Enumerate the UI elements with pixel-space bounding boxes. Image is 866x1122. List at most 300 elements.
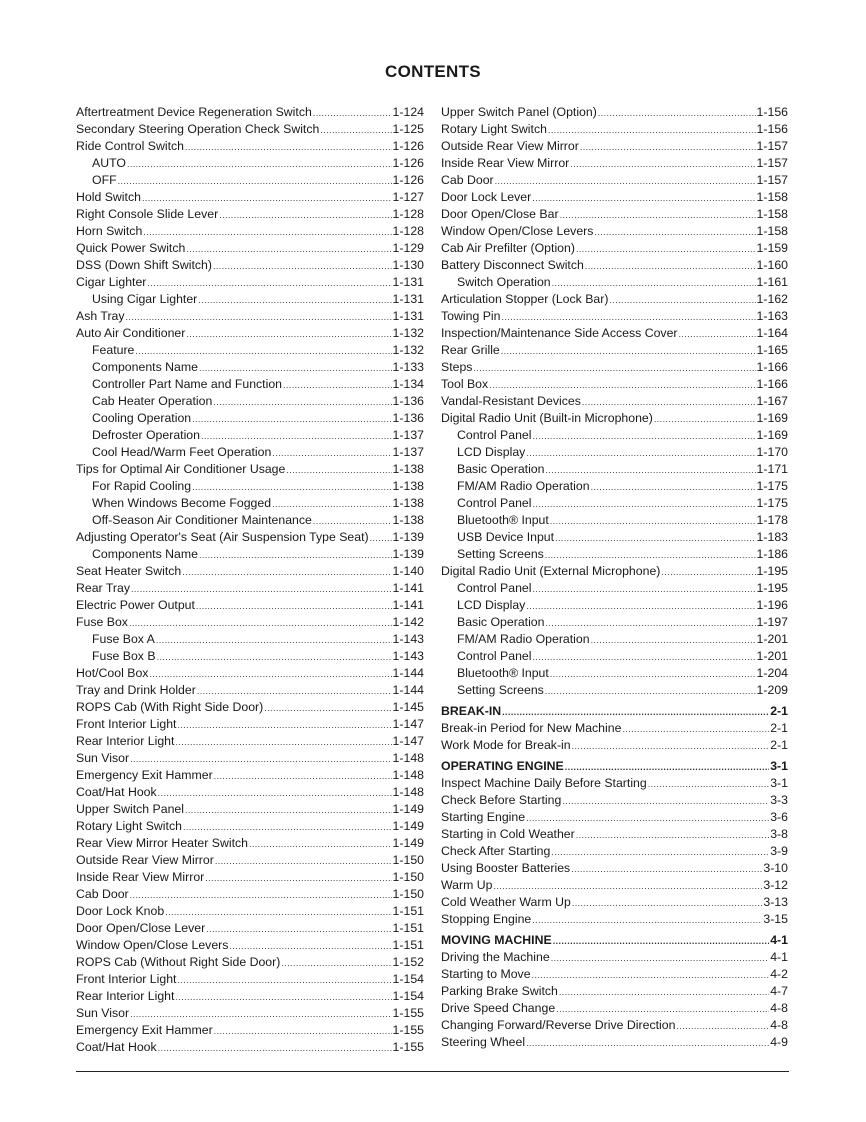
toc-entry-label: Starting to Move <box>441 967 531 981</box>
toc-entry[interactable] <box>76 121 424 138</box>
toc-page-number: 1-150 <box>392 887 424 901</box>
toc-page-number: 1-158 <box>756 207 788 221</box>
toc-entry[interactable] <box>441 240 788 257</box>
toc-entry-label: Driving the Machine <box>441 950 550 964</box>
toc-page-number: 1-151 <box>392 904 424 918</box>
toc-entry[interactable] <box>441 155 788 172</box>
toc-leader-dots <box>215 853 392 870</box>
toc-page-number: 3-10 <box>763 861 788 875</box>
toc-entry[interactable] <box>441 529 788 546</box>
toc-entry-label: Bluetooth® Input <box>457 513 549 527</box>
toc-leader-dots <box>570 156 755 173</box>
toc-entry[interactable] <box>441 682 788 699</box>
toc-entry[interactable] <box>441 138 788 155</box>
toc-entry-label: Right Console Slide Lever <box>76 207 219 221</box>
toc-page-number: 1-150 <box>392 853 424 867</box>
toc-entry[interactable] <box>76 291 424 308</box>
toc-entry-label: Ride Control Switch <box>76 139 184 153</box>
toc-entry[interactable] <box>76 240 424 257</box>
toc-entry-label: Rear Interior Light <box>76 989 175 1003</box>
toc-entry[interactable] <box>76 546 424 563</box>
toc-entry[interactable] <box>441 860 788 877</box>
toc-leader-dots <box>562 793 769 810</box>
toc-entry-label: Vandal-Resistant Devices <box>441 394 581 408</box>
toc-entry[interactable] <box>441 342 788 359</box>
toc-page-number: 1-175 <box>756 496 788 510</box>
toc-leader-dots <box>177 717 391 734</box>
toc-entry-label: Door Lock Knob <box>76 904 165 918</box>
toc-entry[interactable] <box>76 580 424 597</box>
toc-entry[interactable] <box>76 716 424 733</box>
toc-entry[interactable] <box>76 359 424 376</box>
toc-entry[interactable] <box>76 376 424 393</box>
toc-entry-label: Inspect Machine Daily Before Starting <box>441 776 647 790</box>
toc-entry[interactable] <box>76 971 424 988</box>
toc-entry[interactable] <box>441 257 788 274</box>
toc-entry[interactable] <box>441 1000 788 1017</box>
toc-leader-dots <box>533 649 756 666</box>
toc-entry-label: Rear Grille <box>441 343 500 357</box>
toc-entry[interactable] <box>76 886 424 903</box>
toc-entry[interactable] <box>441 427 788 444</box>
toc-entry[interactable] <box>441 911 788 928</box>
toc-entry[interactable] <box>441 614 788 631</box>
toc-leader-dots <box>526 810 769 827</box>
toc-leader-dots <box>158 785 392 802</box>
toc-page-number: 3-9 <box>770 844 788 858</box>
toc-entry[interactable] <box>441 274 788 291</box>
toc-entry[interactable] <box>76 529 424 546</box>
toc-leader-dots <box>192 411 391 428</box>
toc-entry[interactable] <box>441 512 788 529</box>
toc-entry-label: Setting Screens <box>457 547 544 561</box>
toc-entry[interactable] <box>441 665 788 682</box>
toc-leader-dots <box>283 377 392 394</box>
toc-entry-label: Cab Heater Operation <box>92 394 213 408</box>
toc-leader-dots <box>143 224 391 241</box>
toc-entry[interactable] <box>76 206 424 223</box>
toc-entry[interactable] <box>76 665 424 682</box>
toc-page-number: 1-147 <box>392 717 424 731</box>
toc-entry-label: Switch Operation <box>457 275 551 289</box>
toc-entry[interactable] <box>441 189 788 206</box>
toc-entry[interactable] <box>76 308 424 325</box>
toc-leader-dots <box>142 190 392 207</box>
toc-leader-dots <box>185 139 392 156</box>
toc-entry[interactable] <box>76 937 424 954</box>
toc-entry[interactable] <box>76 172 424 189</box>
toc-entry[interactable] <box>76 495 424 512</box>
toc-entry-label: Fuse Box <box>76 615 128 629</box>
toc-entry-label: Rotary Light Switch <box>76 819 182 833</box>
toc-entry[interactable] <box>441 894 788 911</box>
toc-entry-label: Sun Visor <box>76 751 130 765</box>
toc-entry-label: Control Panel <box>457 581 532 595</box>
toc-entry[interactable] <box>76 597 424 614</box>
toc-leader-dots <box>532 967 770 984</box>
toc-entry[interactable] <box>441 843 788 860</box>
toc-entry-label: Sun Visor <box>76 1006 130 1020</box>
toc-leader-dots <box>572 738 770 755</box>
toc-entry-label: LCD Display <box>457 598 526 612</box>
toc-entry[interactable] <box>441 597 788 614</box>
toc-leader-dots <box>165 904 391 921</box>
toc-entry[interactable] <box>76 954 424 971</box>
toc-entry[interactable] <box>441 877 788 894</box>
toc-page-number: 1-158 <box>756 190 788 204</box>
toc-page-number: 1-126 <box>392 156 424 170</box>
toc-leader-dots <box>185 802 392 819</box>
toc-page-number: 1-126 <box>392 173 424 187</box>
toc-entry[interactable] <box>441 325 788 342</box>
toc-entry-label: Rear Interior Light <box>76 734 175 748</box>
toc-entry-label: Using Cigar Lighter <box>92 292 198 306</box>
toc-page-number: 1-131 <box>392 309 424 323</box>
toc-leader-dots <box>186 241 391 258</box>
toc-leader-dots <box>545 683 756 700</box>
toc-entry-label: Electric Power Output <box>76 598 195 612</box>
toc-entry[interactable] <box>76 444 424 461</box>
toc-leader-dots <box>214 768 392 785</box>
toc-leader-dots <box>197 683 392 700</box>
toc-page-number: 1-157 <box>756 156 788 170</box>
toc-entry[interactable] <box>441 966 788 983</box>
toc-entry[interactable] <box>76 512 424 529</box>
toc-page-number: 1-131 <box>392 275 424 289</box>
toc-entry-label: Towing Pin <box>441 309 501 323</box>
toc-entry-label: Cold Weather Warm Up <box>441 895 571 909</box>
toc-leader-dots <box>313 513 392 530</box>
toc-page-number: 1-209 <box>756 683 788 697</box>
toc-entry[interactable] <box>76 750 424 767</box>
toc-entry[interactable] <box>76 410 424 427</box>
toc-leader-dots <box>199 360 392 377</box>
toc-entry[interactable] <box>76 648 424 665</box>
toc-leader-dots <box>206 921 391 938</box>
toc-page-number: 1-139 <box>392 547 424 561</box>
toc-entry[interactable] <box>441 983 788 1000</box>
toc-entry[interactable] <box>441 172 788 189</box>
toc-leader-dots <box>533 428 756 445</box>
toc-page-number: 1-141 <box>392 598 424 612</box>
toc-entry-label: OFF <box>92 173 117 187</box>
toc-leader-dots <box>550 666 756 683</box>
toc-entry[interactable] <box>441 546 788 563</box>
toc-entry-label: OPERATING ENGINE <box>441 759 564 773</box>
toc-entry[interactable] <box>76 274 424 291</box>
toc-leader-dots <box>127 156 392 173</box>
toc-page-number: 1-163 <box>756 309 788 323</box>
toc-entry[interactable] <box>76 1022 424 1039</box>
toc-entry[interactable] <box>441 376 788 393</box>
toc-entry-label: Horn Switch <box>76 224 143 238</box>
toc-entry-label: Inspection/Maintenance Side Access Cover <box>441 326 678 340</box>
toc-section-heading[interactable] <box>441 758 788 775</box>
toc-page-number: 1-157 <box>756 173 788 187</box>
toc-entry[interactable] <box>76 325 424 342</box>
toc-page-number: 2-1 <box>770 721 788 735</box>
toc-entry-label: Adjusting Operator's Seat (Air Suspension Type Seat) <box>76 530 369 544</box>
toc-entry-label: MOVING MACHINE <box>441 933 552 947</box>
toc-section-heading[interactable] <box>441 703 788 720</box>
toc-leader-dots <box>156 632 392 649</box>
toc-page-number: 1-155 <box>392 1023 424 1037</box>
toc-entry[interactable] <box>441 121 788 138</box>
toc-entry-label: Rotary Light Switch <box>441 122 547 136</box>
toc-page-number: 1-141 <box>392 581 424 595</box>
toc-leader-dots <box>501 309 755 326</box>
toc-entry[interactable] <box>76 869 424 886</box>
toc-entry[interactable] <box>76 733 424 750</box>
toc-page-number: 2-1 <box>770 704 788 718</box>
toc-entry[interactable] <box>76 818 424 835</box>
toc-leader-dots <box>130 1006 391 1023</box>
toc-leader-dots <box>648 776 769 793</box>
toc-entry[interactable] <box>76 427 424 444</box>
toc-entry-label: Starting in Cold Weather <box>441 827 575 841</box>
toc-leader-dots <box>501 343 756 360</box>
toc-page-number: 1-156 <box>756 122 788 136</box>
toc-page-number: 1-148 <box>392 751 424 765</box>
toc-page-number: 1-171 <box>756 462 788 476</box>
toc-entry[interactable] <box>76 767 424 784</box>
toc-entry[interactable] <box>76 988 424 1005</box>
toc-entry[interactable] <box>76 478 424 495</box>
toc-leader-dots <box>205 870 391 887</box>
toc-page-number: 1-165 <box>756 343 788 357</box>
toc-page-number: 1-170 <box>756 445 788 459</box>
toc-leader-dots <box>286 462 391 479</box>
toc-entry[interactable] <box>441 580 788 597</box>
toc-entry-label: Components Name <box>92 360 198 374</box>
toc-page-number: 1-155 <box>392 1006 424 1020</box>
toc-entry[interactable] <box>76 1005 424 1022</box>
toc-page-number: 1-149 <box>392 802 424 816</box>
toc-leader-dots <box>126 309 392 326</box>
toc-leader-dots <box>313 105 392 122</box>
toc-page-number: 4-2 <box>770 967 788 981</box>
toc-leader-dots <box>219 207 391 224</box>
toc-entry[interactable] <box>76 614 424 631</box>
toc-leader-dots <box>532 912 762 929</box>
toc-entry[interactable] <box>441 359 788 376</box>
toc-leader-dots <box>550 513 756 530</box>
toc-entry[interactable] <box>76 1039 424 1056</box>
toc-page-number: 3-1 <box>770 759 788 773</box>
toc-leader-dots <box>565 759 769 776</box>
toc-page-number: 4-9 <box>770 1035 788 1049</box>
toc-leader-dots <box>130 887 392 904</box>
toc-leader-dots <box>182 564 391 581</box>
footer-rule <box>76 1071 789 1072</box>
toc-entry[interactable] <box>441 478 788 495</box>
toc-entry-label: BREAK-IN <box>441 704 502 718</box>
toc-entry-label: FM/AM Radio Operation <box>457 479 590 493</box>
toc-entry-label: Hot/Cool Box <box>76 666 149 680</box>
toc-leader-dots <box>622 721 769 738</box>
toc-entry[interactable] <box>441 563 788 580</box>
toc-page-number: 1-130 <box>392 258 424 272</box>
toc-page-number: 1-149 <box>392 836 424 850</box>
toc-page-number: 1-204 <box>756 666 788 680</box>
toc-leader-dots <box>281 955 391 972</box>
toc-page-number: 1-136 <box>392 411 424 425</box>
toc-page-number: 1-143 <box>392 632 424 646</box>
toc-entry[interactable] <box>76 393 424 410</box>
toc-page-number: 1-186 <box>756 547 788 561</box>
toc-leader-dots <box>576 827 769 844</box>
toc-entry[interactable] <box>76 461 424 478</box>
toc-page-number: 1-154 <box>392 989 424 1003</box>
toc-entry[interactable] <box>76 104 424 121</box>
toc-entry[interactable] <box>76 852 424 869</box>
toc-entry-label: Control Panel <box>457 649 532 663</box>
toc-entry-label: Feature <box>92 343 135 357</box>
toc-leader-dots <box>175 989 391 1006</box>
toc-entry-label: Door Open/Close Lever <box>76 921 206 935</box>
toc-entry[interactable] <box>441 461 788 478</box>
toc-page-number: 1-138 <box>392 513 424 527</box>
toc-entry[interactable] <box>76 223 424 240</box>
toc-entry[interactable] <box>441 809 788 826</box>
toc-page-number: 1-124 <box>392 105 424 119</box>
toc-page-number: 1-161 <box>756 275 788 289</box>
toc-entry[interactable] <box>76 563 424 580</box>
toc-page-number: 1-156 <box>756 105 788 119</box>
toc-page-number: 1-128 <box>392 207 424 221</box>
toc-leader-dots <box>533 581 756 598</box>
toc-entry-label: Hold Switch <box>76 190 141 204</box>
toc-leader-dots <box>118 173 392 190</box>
toc-page-number: 1-155 <box>392 1040 424 1054</box>
toc-entry[interactable] <box>441 737 788 754</box>
toc-entry-label: Drive Speed Change <box>441 1001 556 1015</box>
toc-entry[interactable] <box>76 835 424 852</box>
toc-leader-dots <box>495 173 756 190</box>
toc-leader-dots <box>129 615 392 632</box>
toc-entry[interactable] <box>76 155 424 172</box>
toc-entry[interactable] <box>441 720 788 737</box>
toc-entry-label: Front Interior Light <box>76 717 177 731</box>
toc-section-heading[interactable] <box>441 932 788 949</box>
toc-page-number: 1-144 <box>392 683 424 697</box>
toc-entry-label: Digital Radio Unit (External Microphone) <box>441 564 661 578</box>
toc-entry-label: Break-in Period for New Machine <box>441 721 622 735</box>
toc-leader-dots <box>147 275 391 292</box>
toc-leader-dots <box>546 462 756 479</box>
toc-entry[interactable] <box>441 949 788 966</box>
toc-leader-dots <box>214 1023 392 1040</box>
toc-leader-dots <box>130 751 391 768</box>
toc-page-number: 1-158 <box>756 224 788 238</box>
toc-entry[interactable] <box>76 699 424 716</box>
toc-page-number: 3-8 <box>770 827 788 841</box>
toc-entry[interactable] <box>441 1034 788 1051</box>
toc-page-number: 1-133 <box>392 360 424 374</box>
toc-entry-label: Tool Box <box>441 377 489 391</box>
toc-leader-dots <box>555 530 755 547</box>
toc-page-number: 1-162 <box>756 292 788 306</box>
toc-leader-dots <box>582 394 756 411</box>
toc-entry[interactable] <box>441 648 788 665</box>
toc-entry-label: Check Before Starting <box>441 793 562 807</box>
toc-entry-label: Steering Wheel <box>441 1035 526 1049</box>
toc-page-number: 1-137 <box>392 445 424 459</box>
toc-page-number: 1-145 <box>392 700 424 714</box>
toc-entry[interactable] <box>441 104 788 121</box>
toc-entry[interactable] <box>76 682 424 699</box>
toc-page-number: 1-148 <box>392 768 424 782</box>
toc-entry[interactable] <box>441 775 788 792</box>
toc-entry[interactable] <box>76 920 424 937</box>
toc-entry[interactable] <box>441 792 788 809</box>
toc-leader-dots <box>175 734 391 751</box>
toc-entry[interactable] <box>441 826 788 843</box>
toc-entry[interactable] <box>76 631 424 648</box>
toc-entry[interactable] <box>441 444 788 461</box>
toc-entry[interactable] <box>76 189 424 206</box>
toc-entry[interactable] <box>76 784 424 801</box>
toc-leader-dots <box>552 275 756 292</box>
toc-page-number: 1-142 <box>392 615 424 629</box>
toc-leader-dots <box>199 547 392 564</box>
toc-page-number: 1-159 <box>756 241 788 255</box>
toc-entry[interactable] <box>441 291 788 308</box>
toc-entry-label: Quick Power Switch <box>76 241 186 255</box>
toc-page-number: 1-138 <box>392 462 424 476</box>
toc-page-number: 4-1 <box>770 933 788 947</box>
toc-entry-label: DSS (Down Shift Switch) <box>76 258 212 272</box>
toc-leader-dots <box>192 479 391 496</box>
toc-entry-label: Door Open/Close Bar <box>441 207 559 221</box>
toc-entry[interactable] <box>441 1017 788 1034</box>
toc-entry-label: Front Interior Light <box>76 972 177 986</box>
toc-page-number: 1-164 <box>756 326 788 340</box>
toc-entry[interactable] <box>441 410 788 427</box>
toc-page-number: 1-195 <box>756 581 788 595</box>
toc-entry[interactable] <box>441 223 788 240</box>
toc-entry[interactable] <box>441 631 788 648</box>
toc-entry-label: Emergency Exit Hammer <box>76 1023 213 1037</box>
toc-leader-dots <box>526 445 755 462</box>
toc-leader-dots <box>201 428 392 445</box>
toc-entry-label: Basic Operation <box>457 615 545 629</box>
toc-leader-dots <box>551 950 770 967</box>
toc-entry-label: Cab Door <box>76 887 129 901</box>
toc-entry[interactable] <box>76 903 424 920</box>
toc-entry-label: USB Device Input <box>457 530 555 544</box>
toc-entry[interactable] <box>76 801 424 818</box>
toc-entry[interactable] <box>76 342 424 359</box>
toc-entry[interactable] <box>441 393 788 410</box>
toc-page-number: 1-138 <box>392 479 424 493</box>
toc-entry-label: Coat/Hat Hook <box>76 1040 157 1054</box>
toc-page-number: 1-149 <box>392 819 424 833</box>
toc-right-column <box>441 104 788 1051</box>
toc-entry-label: Cab Air Prefilter (Option) <box>441 241 575 255</box>
toc-page-number: 1-157 <box>756 139 788 153</box>
toc-entry-label: Off-Season Air Conditioner Maintenance <box>92 513 312 527</box>
toc-entry[interactable] <box>441 495 788 512</box>
toc-entry-label: Coat/Hat Hook <box>76 785 157 799</box>
toc-leader-dots <box>591 632 756 649</box>
toc-entry[interactable] <box>76 138 424 155</box>
toc-entry[interactable] <box>76 257 424 274</box>
toc-entry-label: Secondary Steering Operation Check Switch <box>76 122 320 136</box>
toc-entry[interactable] <box>441 308 788 325</box>
toc-page-number: 1-134 <box>392 377 424 391</box>
toc-entry[interactable] <box>441 206 788 223</box>
